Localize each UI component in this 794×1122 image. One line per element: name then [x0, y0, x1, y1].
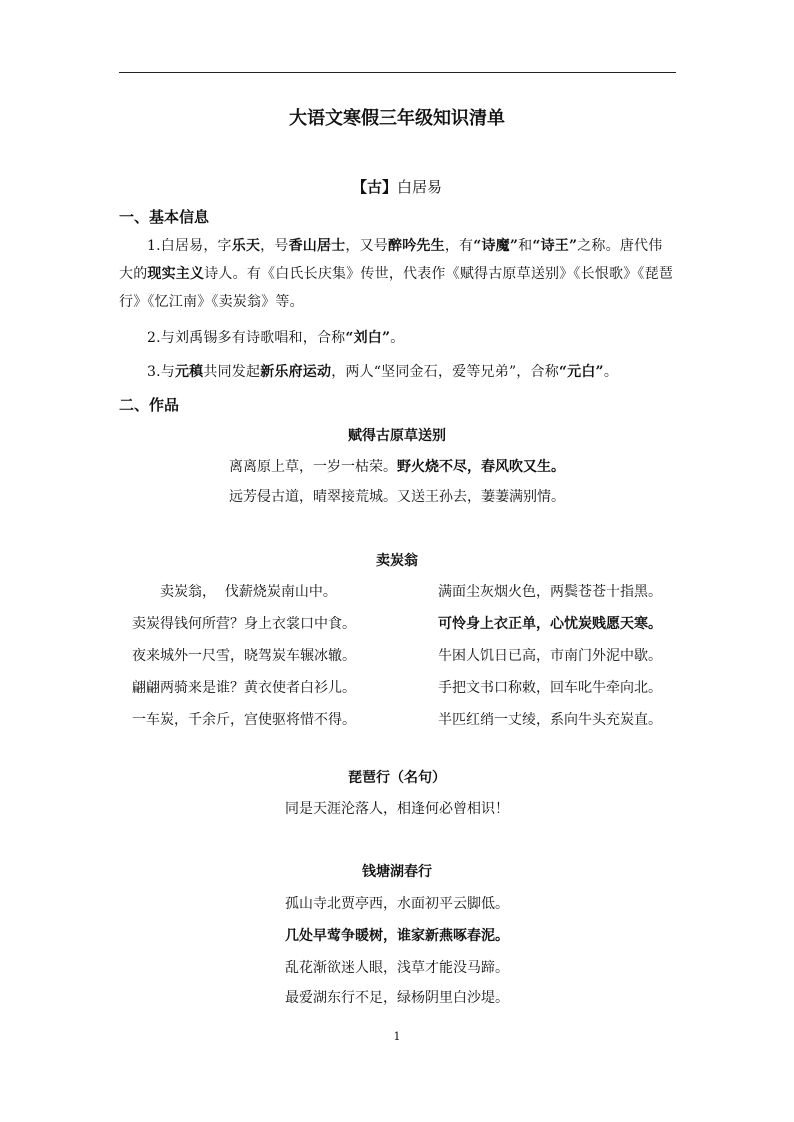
- poem-line-bold: 几处早莺争暖树，谁家新燕啄春泥。: [285, 928, 509, 944]
- subtitle-name: 白居易: [397, 178, 443, 196]
- paragraph-text: 诗人。有《白氏长庆集》传世，代表作《赋得古原草送别》《长恨歌》《琵琶行》《忆江南》《卖炭翁》等。: [119, 266, 674, 310]
- emphasis-text: 香山居士: [288, 238, 346, 254]
- poem-row-second-half: 满面尘灰烟火色，两鬓苍苍十指黑。: [438, 584, 662, 600]
- poem-title-qiantanghu: 钱塘湖春行: [362, 864, 432, 880]
- paragraph-text: 1.白居易，字: [147, 238, 232, 254]
- poem-row-first-half: 翩翩两骑来是谁？黄衣使者白衫儿。: [132, 680, 356, 696]
- paragraph-text: ，两人“坚同金石，爱等兄弟”，合称: [331, 364, 559, 380]
- emphasis-text: 新乐府运动: [260, 364, 332, 380]
- poem-line: [0, 456, 794, 476]
- page-number: 1: [393, 1030, 401, 1043]
- poem-row-second-half: 可怜身上衣正单，心忧炭贱愿天寒。: [438, 616, 662, 632]
- emphasis-text: “诗魔”: [473, 238, 519, 254]
- lesson-subtitle: [0, 176, 794, 197]
- section-heading-works: 二、作品: [119, 396, 180, 414]
- poem-row: [132, 709, 662, 729]
- emphasis-text: 乐天: [231, 238, 261, 254]
- poem-line: 同是天涯沦落人，相逢何必曾相识！: [285, 801, 509, 817]
- poem-row: [160, 581, 662, 601]
- subtitle-bracket: 【古】: [351, 178, 397, 196]
- poem-row-first-half: 一车炭，千余斤，宫使驱将惜不得。: [132, 712, 356, 728]
- emphasis-text: 醉吟先生: [388, 238, 445, 254]
- paragraph-text: 2.与刘禹锡多有诗歌唱和，合称: [147, 330, 346, 346]
- emphasis-text: “诗王”: [532, 238, 578, 254]
- paragraph-text: ，号: [260, 238, 289, 254]
- basic-info-paragraph-2: [119, 324, 676, 352]
- header-rule: [119, 72, 676, 73]
- emphasis-text: 现实主义: [147, 266, 205, 282]
- poem-title-fude: 赋得古原草送别: [348, 428, 446, 444]
- poem-title-pipaxing: 琵琶行（名句）: [348, 770, 446, 786]
- paragraph-text: 共同发起: [203, 364, 261, 380]
- poem-row: [132, 613, 662, 633]
- paragraph-text: 和: [518, 238, 533, 254]
- emphasis-text: 元稹: [174, 364, 204, 380]
- poem-row: [132, 677, 662, 697]
- poem-row: [132, 645, 662, 665]
- basic-info-paragraph-3: [119, 358, 676, 386]
- poem-line: 乱花渐欲迷人眼，浅草才能没马蹄。: [285, 960, 509, 976]
- poem-line: 远芳侵古道，晴翠接荒城。又送王孙去，萋萋满别情。: [229, 489, 565, 505]
- poem-row-second-half: 牛困人饥日已高，市南门外泥中歇。: [438, 648, 662, 664]
- section-heading-basic-info: 一、基本信息: [119, 208, 210, 226]
- poem-line-part-bold: 野火烧不尽，春风吹又生。: [397, 459, 565, 475]
- paragraph-text: ，又号: [345, 238, 388, 254]
- poem-row-first-half: 卖炭翁， 伐薪烧炭南山中。: [160, 584, 337, 600]
- emphasis-text: “元白”: [558, 364, 604, 380]
- poem-title-maitanweng: 卖炭翁: [376, 553, 418, 569]
- poem-row-second-half: 半匹红绡一丈绫，系向牛头充炭直。: [438, 712, 662, 728]
- paragraph-text: 之称。唐代伟大的: [119, 238, 663, 282]
- basic-info-paragraph-1: [119, 232, 676, 316]
- paragraph-text: 。: [390, 330, 405, 346]
- paragraph-text: ，有: [444, 238, 474, 254]
- poem-row-first-half: 卖炭得钱何所营？身上衣裳口中食。: [132, 616, 356, 632]
- paragraph-text: 3.与: [147, 364, 175, 380]
- poem-line: 孤山寺北贾亭西，水面初平云脚低。: [285, 896, 509, 912]
- poem-row-second-half: 手把文书口称敕，回车叱牛牵向北。: [438, 680, 662, 696]
- emphasis-text: “刘白”: [345, 330, 391, 346]
- page-title: 大语文寒假三年级知识清单: [289, 108, 505, 129]
- poem-line-part: 离离原上草，一岁一枯荣。: [229, 459, 397, 475]
- poem-line: 最爱湖东行不足，绿杨阴里白沙堤。: [285, 990, 509, 1006]
- poem-row-first-half: 夜来城外一尺雪，晓驾炭车辗冰辙。: [132, 648, 356, 664]
- paragraph-text: 。: [603, 364, 619, 380]
